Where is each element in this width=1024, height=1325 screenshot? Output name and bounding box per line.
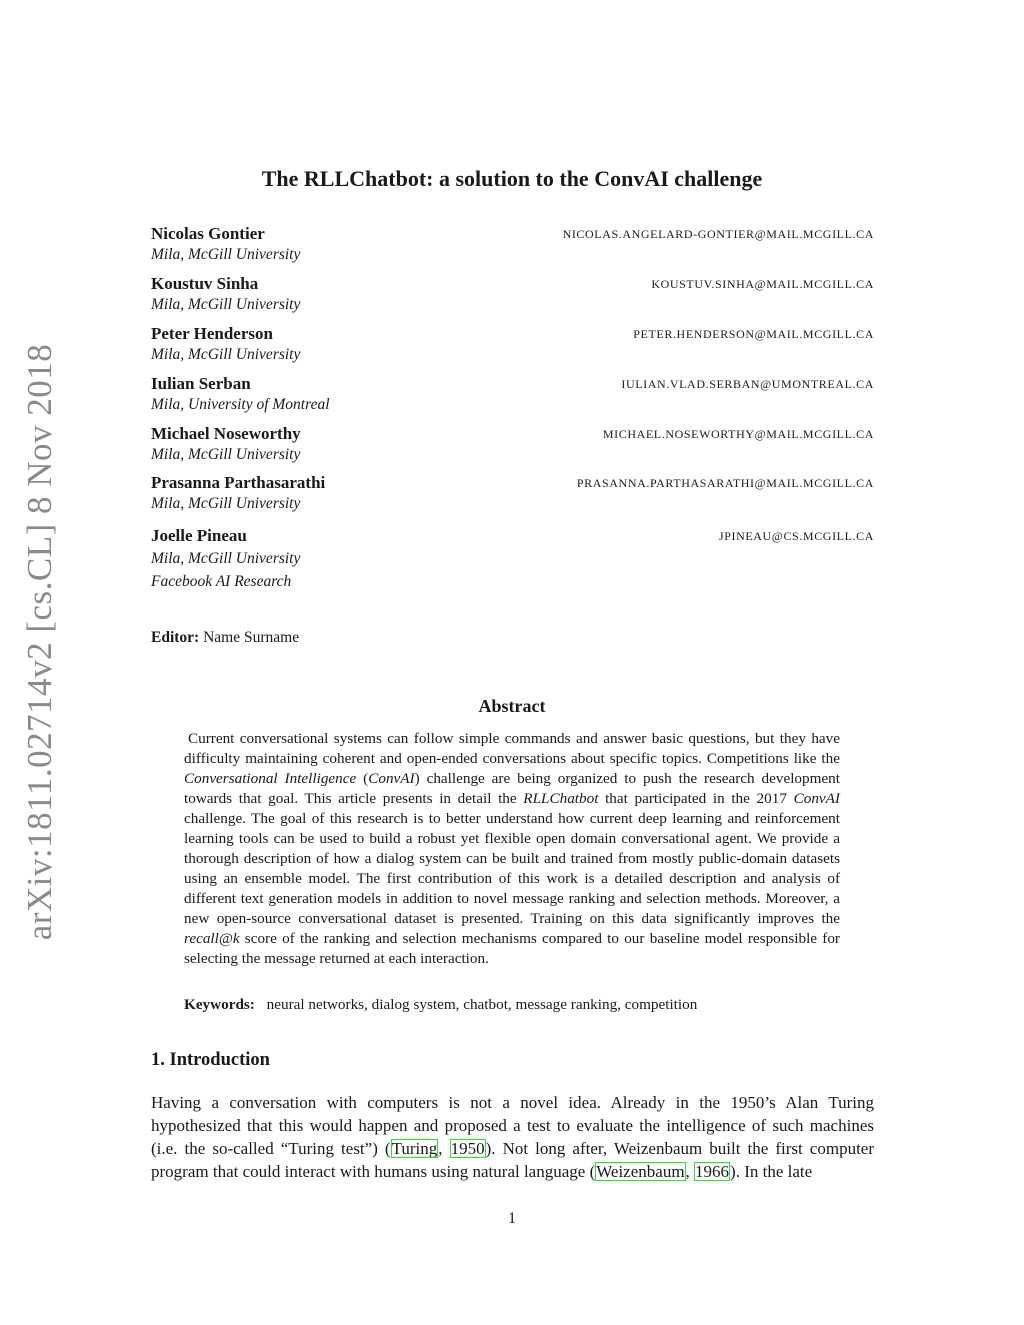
author-affiliation: Mila, McGill University (151, 446, 301, 463)
author-name: Peter Henderson (151, 324, 273, 343)
author-block (151, 374, 874, 416)
author-affiliation: Facebook AI Research (151, 573, 292, 590)
keywords-line (184, 996, 697, 1014)
author-name: Prasanna Parthasarathi (151, 473, 326, 492)
abstract-segment: that participated in the 2017 (598, 790, 794, 807)
author-affiliation: Mila, McGill University (151, 246, 301, 263)
abstract-emphasis: RLLChatbot (523, 790, 599, 807)
page-number: 1 (508, 1210, 516, 1227)
citation-link[interactable]: Weizenbaum (596, 1162, 685, 1181)
author-email: MICHAEL.NOSEWORTHY@MAIL.MCGILL.CA (602, 427, 874, 441)
author-affiliation: Mila, McGill University (151, 296, 301, 313)
author-name: Joelle Pineau (151, 526, 247, 545)
author-name: Nicolas Gontier (151, 224, 265, 243)
keywords-label: Keywords: (184, 996, 255, 1013)
abstract-emphasis: Conversational Intelligence (184, 770, 357, 787)
paper-title: The RLLChatbot: a solution to the ConvAI challenge (261, 166, 763, 191)
author-block (151, 473, 874, 515)
intro-segment: , (685, 1162, 695, 1181)
abstract-segment: score of the ranking and selection mechanisms compared to our baseline model responsible for selecting the message returned at each interaction. (184, 930, 840, 967)
citation-link[interactable]: 1966 (695, 1162, 730, 1181)
editor-label: Editor: (151, 629, 200, 646)
author-block (151, 274, 874, 316)
intro-paragraph (151, 1091, 874, 1183)
abstract-emphasis: ConvAI (793, 790, 840, 807)
editor-line (151, 629, 299, 647)
intro-segment: Having a conversation with computers is not a novel idea. Already in the 1950’s Alan Turing hypothesized that this would happen and proposed a test to evaluate the intelligence of such machines (i.e. the so-called “Turing test”) ( (151, 1093, 874, 1158)
author-block (151, 324, 874, 366)
abstract-emphasis: recall@k (184, 930, 240, 947)
abstract-segment: ) challenge are being organized to push the research development towards that goal. This article presents in detail the (184, 770, 840, 807)
author-name: Iulian Serban (151, 374, 251, 393)
author-name: Koustuv Sinha (151, 274, 259, 293)
abstract-segment: ( (356, 770, 369, 787)
section-heading: 1. Introduction (151, 1050, 270, 1070)
editor-value: Name Surname (203, 629, 300, 646)
author-affiliation: Mila, McGill University (151, 550, 301, 567)
author-email: PRASANNA.PARTHASARATHI@MAIL.MCGILL.CA (576, 476, 874, 490)
arxiv-identifier: arXiv:1811.02714v2 [cs.CL] 8 Nov 2018 (20, 343, 59, 941)
author-block (151, 224, 874, 266)
author-affiliation: Mila, McGill University (151, 346, 301, 363)
citation-link[interactable]: 1950 (450, 1139, 485, 1158)
author-email: JPINEAU@CS.MCGILL.CA (718, 529, 874, 543)
intro-segment: , (438, 1139, 450, 1158)
author-affiliation: Mila, McGill University (151, 495, 301, 512)
author-email: KOUSTUV.SINHA@MAIL.MCGILL.CA (651, 277, 874, 291)
abstract-heading: Abstract (478, 696, 546, 716)
author-name: Michael Noseworthy (151, 424, 301, 443)
intro-segment: ). In the late (730, 1162, 813, 1181)
author-email: NICOLAS.ANGELARD-GONTIER@MAIL.MCGILL.CA (562, 227, 874, 241)
abstract-text (184, 729, 840, 969)
author-block (151, 526, 874, 593)
abstract-segment: Current conversational systems can follow simple commands and answer basic questions, but they have difficulty maintaining coherent and open-ended conversations about specific topics. Competitions like the (184, 730, 840, 767)
citation-link[interactable]: Turing (391, 1139, 438, 1158)
author-block (151, 424, 874, 466)
author-email: IULIAN.VLAD.SERBAN@UMONTREAL.CA (621, 377, 874, 391)
author-email: PETER.HENDERSON@MAIL.MCGILL.CA (633, 327, 874, 341)
author-affiliation: Mila, University of Montreal (151, 396, 330, 413)
intro-segment: ). Not long after, Weizenbaum built the first computer program that could interact with humans using natural language ( (151, 1139, 875, 1181)
abstract-segment: challenge. The goal of this research is to better understand how current deep learning and reinforcement learning tools can be used to build a robust yet flexible open domain conversational agent. We provide a thorough description of how a dialog system can be built and trained from mostly public-domain datasets using an ensemble model. The first contribution of this work is a detailed description and analysis of different text generation models in addition to novel message ranking and selection methods. Moreover, a new open-source conversational dataset is presented. Training on this data significantly improves the (184, 810, 840, 927)
abstract-emphasis: ConvAI (368, 770, 415, 787)
keywords-value: neural networks, dialog system, chatbot, message ranking, competition (266, 996, 698, 1013)
